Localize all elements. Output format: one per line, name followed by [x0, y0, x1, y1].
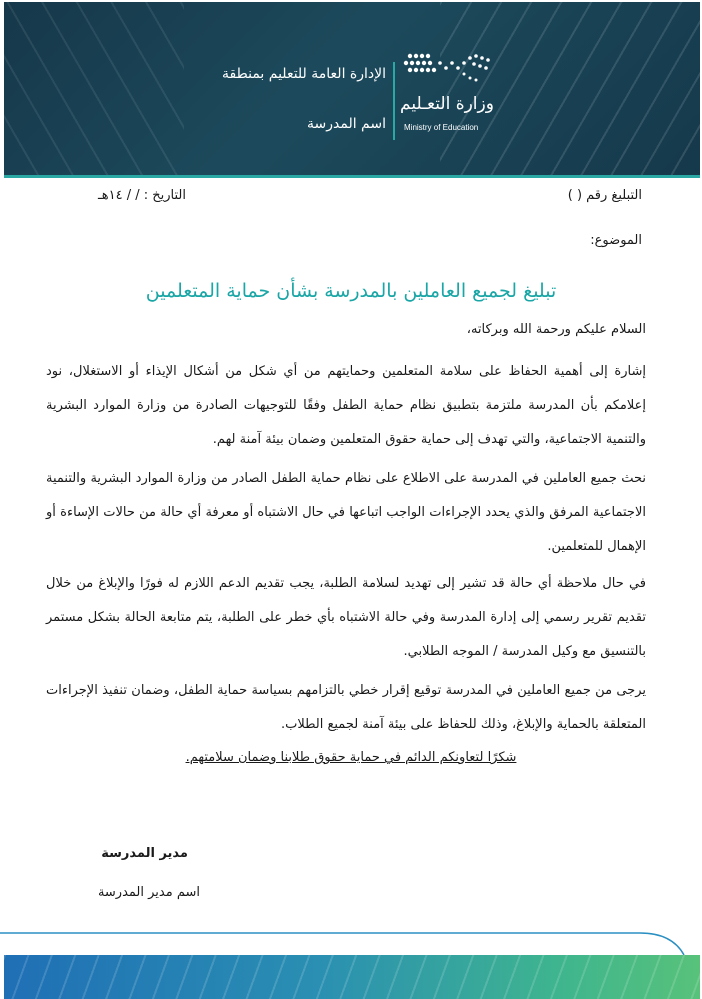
signature-name: اسم مدير المدرسة [97, 885, 200, 900]
letterhead-banner [4, 2, 700, 178]
thanks-line: شكرًا لتعاونكم الدائم في حماية حقوق طلابنا وضمان سلامتهم. [185, 750, 517, 765]
school-name: اسم المدرسة [307, 116, 386, 132]
education-administration: الإدارة العامة للتعليم بمنطقة [222, 66, 386, 82]
greeting: السلام عليكم ورحمة الله وبركاته، [466, 322, 646, 337]
letter-title: تبليغ لجميع العاملين بالمدرسة بشأن حماية المتعلمين [145, 280, 557, 302]
banner-pattern-left [4, 2, 184, 178]
footer-pattern [4, 955, 700, 999]
notice-number: التبليغ رقم ( ) [567, 188, 642, 203]
logo-dots-icon [400, 50, 496, 90]
paragraph-1: إشارة إلى أهمية الحفاظ على سلامة المتعلمين وحمايتهم من أي شكل من أشكال الإيذاء أو الاستغلال، نود إعلامكم بأن المدرسة ملتزمة بتطبيق نظام حماية الطفل وفقًا للتوجيهات الصادرة من وزارة الموارد البشرية والتنمية الاجتماعية، والتي تهدف إلى حماية حقوق المتعلمين وضمان بيئة آمنة لهم. [46, 364, 646, 447]
notice-date: التاريخ : / / ١٤هـ [97, 188, 186, 203]
ministry-logo [400, 50, 500, 140]
logo-subtitle: Ministry of Education [404, 123, 479, 132]
logo-name: وزارة التعـليم [400, 94, 494, 114]
subject-label: الموضوع: [590, 233, 642, 248]
paragraph-3: في حال ملاحظة أي حالة قد تشير إلى تهديد لسلامة الطلبة، يجب تقديم الدعم اللازم له فورًا والإبلاغ من خلال تقديم تقرير رسمي إلى إدارة المدرسة وفي حالة الاشتباه بأي خطر على الطلبة، يتم متابعة الحالة بشكل مستمر بالتنسيق مع وكيل المدرسة / الموجه الطلابي. [46, 576, 646, 659]
signature-title: مدير المدرسة [101, 846, 188, 861]
paragraph-2: نحث جميع العاملين في المدرسة على الاطلاع على نظام حماية الطفل الصادر من وزارة الموارد البشرية والتنمية الاجتماعية المرفق والذي يحدد الإجراءات الواجب اتباعها في حال الاشتباه أو معرفة أي حالة من حالات الإساءة أو الإهمال للمتعلمين. [46, 471, 646, 554]
header-divider [393, 62, 395, 140]
paragraph-4: يرجى من جميع العاملين في المدرسة توقيع إقرار خطي بالتزامهم بسياسة حماية الطفل، وضمان تنفيذ الإجراءات المتعلقة بالحماية والإبلاغ، وذلك للحفاظ على بيئة آمنة لجميع الطلاب. [46, 683, 646, 732]
banner-accent-bar [4, 175, 700, 178]
footer-banner [4, 955, 700, 999]
